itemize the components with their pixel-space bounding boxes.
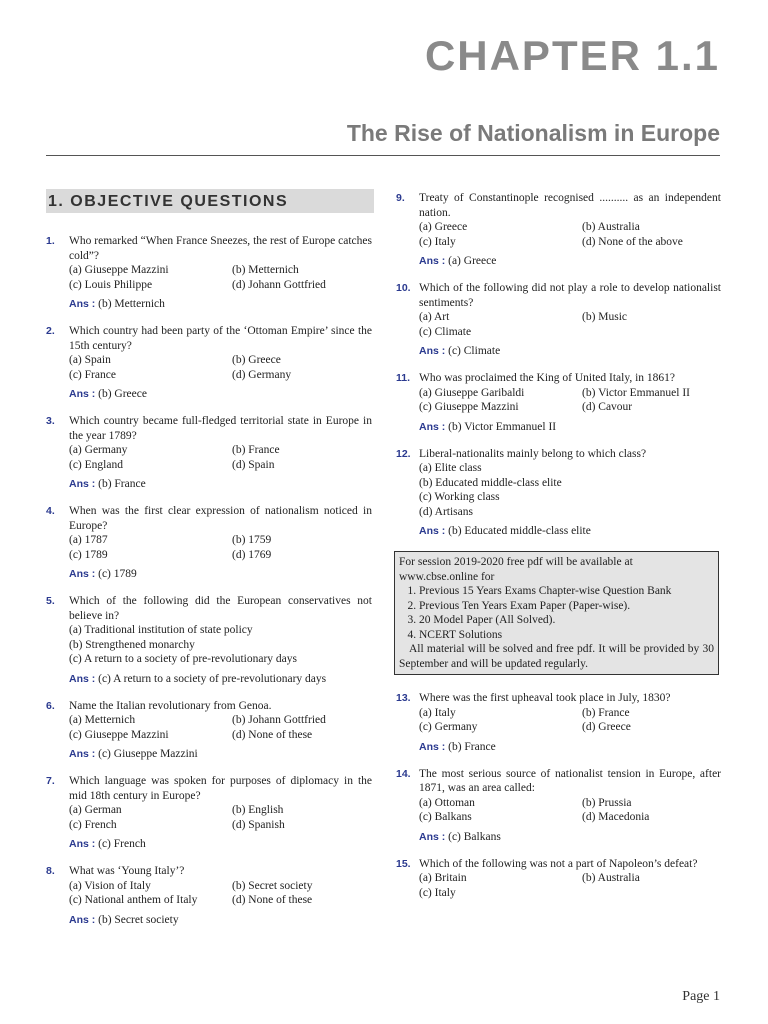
question-text: Liberal-nationalits mainly belong to which class? — [419, 447, 647, 460]
notice-list — [399, 584, 714, 642]
options-list — [69, 263, 372, 292]
option — [582, 886, 721, 901]
option: (d) Spanish — [232, 818, 285, 831]
question-text: Treaty of Constantinople recognised .......... as an independent nation. — [419, 192, 721, 219]
answer-label: Ans : — [69, 478, 96, 490]
option: (b) 1759 — [232, 534, 272, 546]
question-number: 4. — [46, 505, 55, 517]
answer-line — [419, 524, 721, 539]
answer-line — [69, 672, 372, 687]
option: (c) Working class — [419, 491, 500, 503]
answer-label: Ans : — [69, 298, 96, 310]
answer-text: (b) France — [448, 740, 496, 753]
option: (a) Britain — [419, 872, 467, 884]
option: (b) France — [582, 706, 630, 719]
question-text: Which of the following was not a part of Napoleon’s defeat? — [419, 857, 698, 870]
question-number: 3. — [46, 415, 55, 427]
question-item — [396, 281, 721, 359]
option: (a) Italy — [419, 706, 456, 719]
answer-line — [419, 420, 721, 435]
question-number: 11. — [396, 372, 411, 384]
option: (d) Greece — [582, 721, 631, 733]
option: (b) Secret society — [232, 879, 313, 892]
option — [582, 325, 721, 340]
question-item — [396, 857, 721, 901]
answer-line — [69, 837, 372, 852]
answer-label: Ans : — [419, 525, 446, 537]
option: (d) None of these — [232, 894, 313, 906]
question-item — [46, 324, 372, 402]
option: (b) Greece — [232, 354, 281, 366]
option: (d) 1769 — [232, 548, 272, 561]
question-text: Where was the first upheaval took place in July, 1830? — [419, 692, 671, 704]
question-number: 6. — [46, 699, 55, 712]
question-item — [46, 699, 372, 762]
option: (c) Climate — [419, 325, 472, 338]
question-text: Which of the following did not play a role to develop nationalist sentiments? — [419, 282, 721, 309]
answer-text: (b) Victor Emmanuel II — [448, 420, 557, 433]
option: (b) Educated middle-class elite — [419, 476, 562, 489]
option: (c) Italy — [419, 886, 456, 899]
answer-text: (a) Greece — [448, 255, 497, 267]
answer-label: Ans : — [69, 748, 96, 760]
question-number: 12. — [396, 447, 411, 460]
answer-label: Ans : — [69, 913, 96, 926]
option: (b) English — [232, 804, 284, 816]
question-text: Which country had been party of the ‘Ottoman Empire’ since the 15th century? — [69, 325, 372, 352]
option: (c) 1789 — [69, 548, 108, 561]
answer-label: Ans : — [69, 838, 96, 850]
question-text: Who was proclaimed the King of United Italy, in 1861? — [419, 372, 676, 384]
options-list — [69, 623, 372, 667]
question-item — [396, 691, 721, 754]
question-number: 7. — [46, 775, 55, 787]
option: (b) Metternich — [232, 264, 299, 276]
options-list — [69, 443, 372, 472]
notice-box — [394, 551, 719, 675]
answer-label: Ans : — [419, 420, 446, 433]
option: (a) German — [69, 804, 122, 816]
answer-line — [69, 387, 372, 402]
answer-text: (c) Balkans — [448, 830, 501, 843]
question-item — [396, 191, 721, 269]
chapter-number: CHAPTER 1.1 — [424, 32, 720, 79]
answer-label: Ans : — [419, 740, 446, 753]
question-item — [396, 371, 721, 434]
question-item — [46, 594, 372, 686]
option: (b) Music — [582, 311, 628, 323]
option: (a) Greece — [419, 221, 468, 233]
answer-label: Ans : — [69, 388, 96, 400]
answer-line — [69, 567, 372, 582]
question-number: 14. — [396, 767, 411, 780]
option: (b) France — [232, 444, 280, 456]
option: (b) Victor Emmanuel II — [582, 386, 690, 399]
option: (b) Johann Gottfried — [232, 714, 326, 726]
answer-text: (c) 1789 — [98, 568, 137, 580]
question-item — [46, 504, 372, 582]
notice-footer: All material will be solved and free pdf. It will be provided by 30 September and will be updated regularly. — [399, 643, 714, 670]
answer-text: (c) Giuseppe Mazzini — [98, 748, 198, 760]
options-list — [69, 803, 372, 832]
options-list — [69, 533, 372, 562]
option: (a) Elite class — [419, 462, 482, 474]
notice-item: 4. NCERT Solutions — [419, 628, 714, 643]
option: (d) Artisans — [419, 505, 473, 518]
answer-text: (c) A return to a society of pre-revolutionary days — [98, 672, 327, 685]
option: (c) Giuseppe Mazzini — [69, 728, 169, 741]
option: (c) Giuseppe Mazzini — [419, 401, 519, 413]
right-column — [396, 191, 721, 913]
question-item — [396, 447, 721, 539]
option: (a) Giuseppe Garibaldi — [419, 386, 525, 399]
question-number: 5. — [46, 595, 55, 607]
title-divider — [46, 155, 720, 156]
page-number: Page 1 — [682, 989, 720, 1004]
question-number: 9. — [396, 192, 405, 204]
question-number: 2. — [46, 325, 55, 337]
option: (a) 1787 — [69, 534, 108, 546]
question-number: 13. — [396, 692, 411, 704]
question-item — [46, 234, 372, 312]
questions-block-a — [396, 191, 721, 539]
left-column — [46, 234, 372, 940]
option: (c) Louis Philippe — [69, 278, 153, 291]
notice-item: 1. Previous 15 Years Exams Chapter-wise Question Bank — [419, 584, 714, 599]
answer-label: Ans : — [419, 255, 446, 267]
question-text: Name the Italian revolutionary from Genoa. — [69, 699, 272, 712]
question-number: 8. — [46, 865, 55, 877]
option: (a) Germany — [69, 444, 128, 456]
notice-intro: For session 2019-2020 free pdf will be available at www.cbse.online for — [399, 556, 633, 583]
question-item — [46, 864, 372, 927]
answer-text: (b) Metternich — [98, 298, 165, 310]
answer-label: Ans : — [69, 568, 96, 580]
notice-item: 2. Previous Ten Years Exam Paper (Paper-wise). — [419, 599, 714, 614]
answer-label: Ans : — [419, 830, 446, 843]
options-list — [419, 871, 721, 900]
question-item — [46, 774, 372, 852]
answer-text: (c) Climate — [448, 345, 501, 357]
option: (c) Italy — [419, 235, 456, 248]
answer-line — [69, 747, 372, 762]
answer-text: (b) France — [98, 478, 146, 490]
chapter-title: The Rise of Nationalism in Europe — [346, 120, 720, 146]
option: (c) France — [69, 368, 116, 381]
options-list — [69, 353, 372, 382]
question-number: 10. — [396, 282, 411, 294]
question-text: The most serious source of nationalist tension in Europe, after 1871, was an area called: — [419, 767, 721, 794]
option: (a) Metternich — [69, 714, 136, 726]
option: (a) Giuseppe Mazzini — [69, 264, 169, 276]
answer-line — [419, 254, 721, 269]
option: (a) Art — [419, 311, 450, 323]
options-list — [69, 879, 372, 908]
question-number: 15. — [396, 857, 411, 870]
question-text: Which language was spoken for purposes of diplomacy in the mid 18th century in Europe? — [69, 775, 372, 802]
question-text: Who remarked “When France Sneezes, the rest of Europe catches cold”? — [69, 235, 372, 262]
options-list — [419, 310, 721, 339]
question-text: When was the first clear expression of nationalism noticed in Europe? — [69, 505, 372, 532]
option: (d) Johann Gottfried — [232, 278, 326, 291]
answer-text: (b) Secret society — [98, 913, 179, 926]
answer-label: Ans : — [419, 345, 446, 357]
options-list — [69, 713, 372, 742]
notice-item: 3. 20 Model Paper (All Solved). — [419, 613, 714, 628]
answer-text: (c) French — [98, 838, 146, 850]
option: (d) Germany — [232, 368, 292, 381]
options-list — [419, 220, 721, 249]
options-list — [419, 386, 721, 415]
option: (c) National anthem of Italy — [69, 894, 198, 906]
question-number: 1. — [46, 235, 55, 247]
option: (d) None of the above — [582, 235, 683, 248]
option: (c) Germany — [419, 721, 478, 733]
answer-text: (b) Greece — [98, 388, 147, 400]
option: (a) Vision of Italy — [69, 879, 151, 892]
answer-line — [419, 740, 721, 755]
options-list — [419, 706, 721, 735]
options-list — [419, 461, 721, 519]
question-text: Which country became full-fledged territorial state in Europe in the year 1789? — [69, 415, 372, 442]
option: (b) Australia — [582, 221, 640, 233]
answer-line — [69, 913, 372, 928]
option: (a) Ottoman — [419, 796, 475, 809]
option: (a) Spain — [69, 354, 111, 366]
option: (b) Australia — [582, 872, 640, 884]
answer-label: Ans : — [69, 672, 96, 685]
option: (b) Strengthened monarchy — [69, 638, 195, 651]
option: (d) Macedonia — [582, 811, 650, 823]
question-item — [396, 767, 721, 845]
section-heading: 1. OBJECTIVE QUESTIONS — [46, 189, 374, 213]
answer-line — [69, 477, 372, 492]
option: (c) French — [69, 818, 117, 831]
answer-line — [69, 297, 372, 312]
option: (b) Prussia — [582, 796, 632, 809]
option: (d) Spain — [232, 458, 275, 471]
questions-block-b — [396, 691, 721, 900]
answer-text: (b) Educated middle-class elite — [448, 525, 591, 537]
question-item — [46, 414, 372, 492]
answer-line — [419, 344, 721, 359]
option: (c) Balkans — [419, 811, 472, 823]
options-list — [419, 796, 721, 825]
question-text: What was ‘Young Italy’? — [69, 865, 185, 877]
question-text: Which of the following did the European conservatives not believe in? — [69, 595, 372, 622]
option: (d) None of these — [232, 728, 313, 741]
option: (a) Traditional institution of state policy — [69, 624, 253, 636]
answer-line — [419, 830, 721, 845]
option: (d) Cavour — [582, 401, 633, 413]
option: (c) England — [69, 458, 123, 471]
option: (c) A return to a society of pre-revolutionary days — [69, 653, 298, 665]
